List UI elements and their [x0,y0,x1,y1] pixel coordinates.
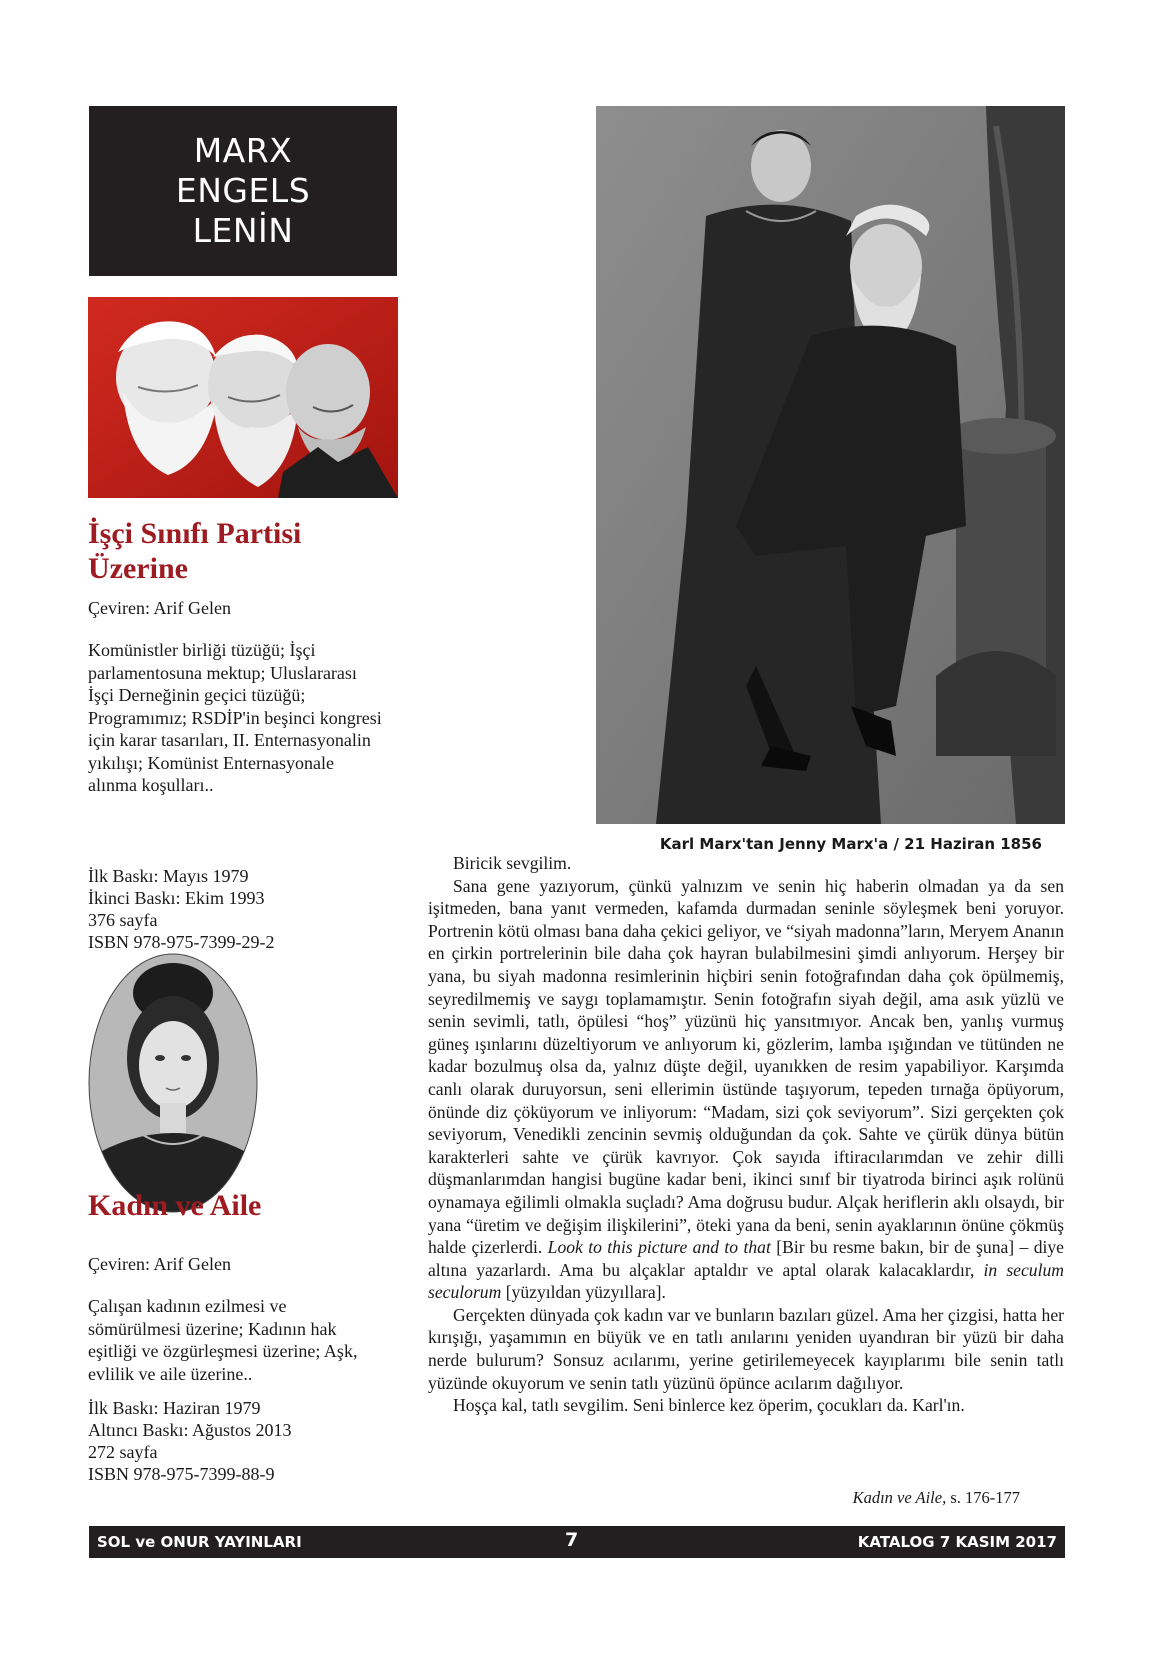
book1-title [88,516,301,586]
letter-paragraph-1 [428,875,1064,1304]
book2-isbn: ISBN 978-975-7399-88-9 [88,1464,275,1484]
footer-page-number: 7 [565,1529,579,1551]
photo-caption: Karl Marx'tan Jenny Marx'a / 21 Haziran 1856 [659,835,1042,853]
book2-description: Çalışan kadının ezilmesi ve sömürülmesi üzerine; Kadının hak eşitliği ve özgürleşmesi üzerine; Aşk, evlilik ve aile üzerine.. [88,1296,358,1384]
letter-text [428,852,1064,1417]
letter-p1-italic1: Look to this picture and to that [547,1237,771,1258]
book2-pages: 272 sayfa [88,1442,158,1462]
letter-salutation: Biricik sevgilim. [453,853,572,873]
letter-source-title: Kadın ve Aile, [852,1488,947,1507]
header-line-lenin: LENİN [192,211,294,250]
letter-p1-part2: [Bir bu resme bakın, bir de şuna] – diye altına yazarlardı. Ama bu alçaklar aptaldır ve aptal olarak kalacaklardır, [428,1237,1064,1280]
header-line-marx: MARX [193,131,293,170]
letter-source [780,1488,1020,1508]
book1-title-line1: İşçi Sınıfı Partisi [88,517,302,550]
book2-title: Kadın ve Aile [88,1189,262,1222]
letter-closing: Hoşça kal, tatlı sevgilim. Seni binlerce kez öperim, çocukları da. Karl'ın. [453,1395,965,1416]
book2-translator: Çeviren: Arif Gelen [88,1254,231,1274]
header-line-engels: ENGELS [175,171,311,210]
book1-pages: 376 sayfa [88,910,158,930]
book1-title-line2: Üzerine [88,552,188,585]
jenny-marx-portrait-image [88,953,258,1213]
book1-isbn: ISBN 978-975-7399-29-2 [88,932,275,952]
karl-and-jenny-marx-photo [596,106,1065,824]
book2-print-info [88,1397,292,1485]
marx-engels-lenin-banner-image [88,297,398,498]
letter-source-pages: s. 176-177 [950,1488,1020,1507]
footer-catalog: KATALOG 7 KASIM 2017 [857,1533,1057,1551]
book1-first-print: İlk Baskı: Mayıs 1979 [88,866,249,886]
letter-p1-italic2: in seculum seculorum [428,1259,1064,1303]
book1-second-print: İkinci Baskı: Ekim 1993 [88,888,265,908]
book2-sixth-print: Altıncı Baskı: Ağustos 2013 [88,1420,292,1440]
letter-p1-part1: Sana gene yazıyorum, çünkü yalnızım ve senin hiç haberin olmadan ya da sen işitmeden, bana yanıt vermeden, kafamda durmadan seninle söyleşmek beni yoruyor. Portrenin kötü olması bana daha çekici geliyor, ve “siyah madonna”ların, Meryem Ananın en çirkin portrelerinin bile daha çok hayran bulabilmesini şimdi anlıyorum. Herşey bir yana, bu siyah madonna resimlerinin hiçbiri senin fotoğrafından daha çok öpülmemiş, seyredilmemiş ve saygı toplamamıştır. Senin fotoğrafın siyah değil, ama asık yüzlü ve senin sevimli, tatlı, öpülesi “hoş” yüzünü hiç yansıtmıyor. Ancak ben, yanlış vurmuş güneş ışınlarını düzeltiyorum ve anlıyorum ki, gözlerim, lamba ışığından ve tütünden ne kadar bozulmuş olsa da, yalnız düşte değil, uyanıkken de resim yapabiliyor. Karşımda canlı olarak duruyorsun, seni ellerimin üstünde taşıyorum, tepeden tırnağa öpüyorum, önünde diz çöküyorum ve inliyorum: “Madam, sizi çok seviyorum”. Sizi gerçekten çok seviyorum, Venedikli zencinin sevmiş olduğundan da çok. Sahte ve çürük dünya bütün karakterleri sahte ve çürük kavrıyor. Çok sayıda iftiracılarımdan ve zehir dilli düşmanlarımdan hangisi bugüne kadar beni, ikinci sınıf bir tiyatroda birinci aşık rolünü oynamaya eğilimli olmakla suçladı? Ama doğrusu budur. Alçak heriflerin aklı olsaydı, bir yana “üretim ve değişim ilişkilerini”, öteki yana da beni, senin ayaklarının önüne çökmüş halde çizerlerdi. [428,875,1064,1258]
footer-publisher: SOL ve ONUR YAYINLARI [97,1533,302,1551]
series-header [89,106,397,276]
book2-first-print: İlk Baskı: Haziran 1979 [88,1398,261,1418]
book1-translator: Çeviren: Arif Gelen [88,598,231,618]
page-footer [89,1526,1065,1558]
letter-paragraph-2: Gerçekten dünyada çok kadın var ve bunların bazıları güzel. Ama her çizgisi, hatta her kırışığı, yaşamımın en büyük ve en tatlı anılarını yeniden uyandıran bir yüzü bir daha nerde bulurum? Sonsuz acılarımı, yerine getirilemeyecek kayıplarımı bile senin tatlı yüzünde okuyorum ve senin tatlı yüzünü öpünce acılarım dağılıyor. [428,1304,1064,1393]
book1-description: Komünistler birliği tüzüğü; İşçi parlamentosuna mektup; Uluslararası İşçi Derneğinin geçici tüzüğü; Programımız; RSDİP'in beşinci kongresi için karar tasarıları, II. Enternasyonalin yıkılışı; Komünist Enternasyonale alınma koşulları.. [88,640,382,795]
letter-p1-part3: [yüzyıldan yüzyıllara]. [505,1282,666,1303]
book1-print-info [88,865,275,953]
